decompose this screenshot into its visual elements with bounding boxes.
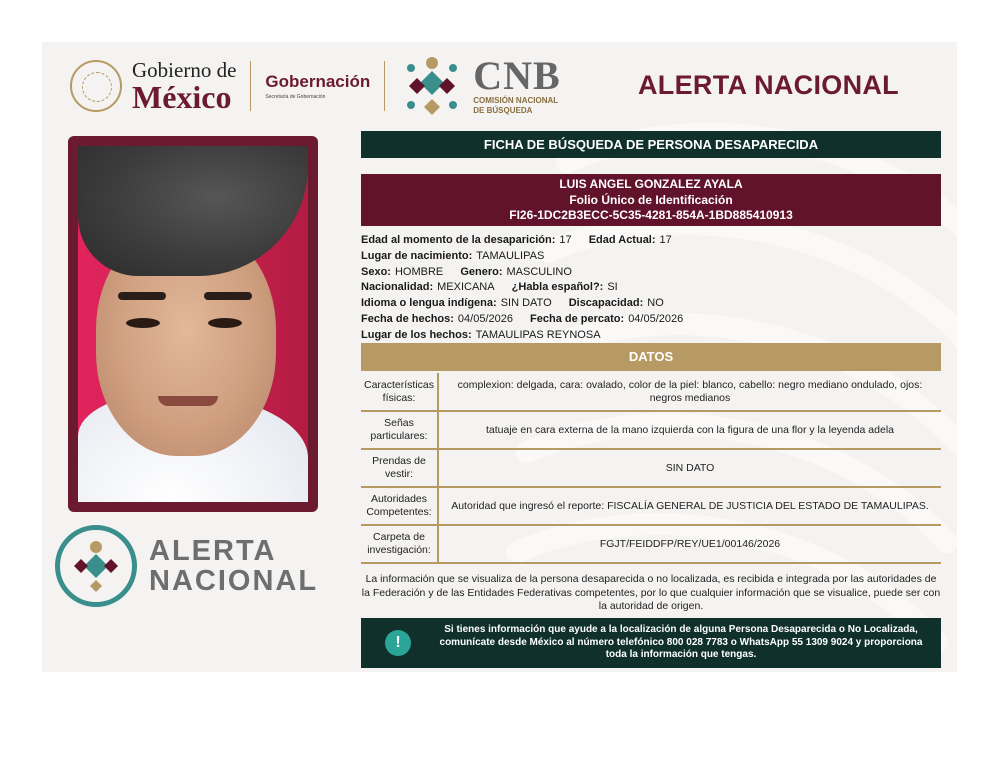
- fecha-percato-value: 04/05/2026: [628, 312, 684, 325]
- idioma-value: SIN DATO: [500, 297, 552, 310]
- nacionalidad-value: MEXICANA: [437, 281, 495, 294]
- datos-key-senas: Señas particulares:: [370, 417, 428, 442]
- cnb-sub2: DE BÚSQUEDA: [473, 106, 533, 115]
- info-row-edad: [361, 233, 941, 249]
- disclaimer-text: La información que se visualiza de la persona desaparecida o no localizada, es recibida e integrada por las autoridades de la Federación y de las Entidades Federativas competentes, por lo que cualquier información que se visualice, puede ser con la autoridad de origen.: [361, 573, 941, 612]
- photo-frame: [68, 136, 318, 512]
- photo-brow-right: [204, 292, 252, 300]
- idioma-label: Idioma o lengua indígena:: [361, 297, 497, 310]
- cnb-logo: [473, 53, 561, 115]
- gobernacion-label: Gobernación: [265, 72, 371, 91]
- alerta-nacional-title: ALERTA NACIONAL: [638, 70, 899, 100]
- nacionalidad-label: Nacionalidad:: [361, 281, 434, 294]
- lugar-hechos-value: TAMAULIPAS REYNOSA: [475, 328, 601, 341]
- datos-key-caracteristicas: Características físicas:: [363, 378, 435, 404]
- datos-value-prendas: SIN DATO: [665, 461, 715, 474]
- photo-cap: [78, 146, 308, 276]
- person-name: LUIS ANGEL GONZALEZ AYALA: [559, 177, 743, 191]
- genero-value: MASCULINO: [506, 265, 572, 278]
- info-row-lugar-hechos: [361, 328, 941, 344]
- alerta-emblem-shape: [60, 530, 132, 602]
- fecha-percato-label: Fecha de percato:: [530, 312, 625, 325]
- info-row-lugar-nac: [361, 249, 941, 265]
- info-row-idioma: [361, 296, 941, 312]
- person-info: [361, 233, 941, 344]
- discapacidad-value: NO: [647, 297, 664, 310]
- datos-value-autoridades: Autoridad que ingresó el reporte: FISCALÍA GENERAL DE JUSTICIA DEL ESTADO DE TAMAULIPAS.: [451, 499, 929, 512]
- espanol-value: SI: [607, 281, 618, 294]
- photo-eye-right: [208, 318, 242, 328]
- escudo-nacional-icon: [70, 60, 122, 112]
- gobernacion-sub: Secretaría de Gobernación: [265, 94, 326, 100]
- cnb-sub1: COMISIÓN NACIONAL: [473, 96, 559, 106]
- folio-label: Folio Único de Identificación: [569, 192, 733, 207]
- info-row-nacionalidad: [361, 280, 941, 296]
- person-name-block: [361, 174, 941, 226]
- table-row: [361, 525, 941, 563]
- edad-actual-label: Edad Actual:: [588, 234, 656, 246]
- datos-title: DATOS: [361, 343, 941, 371]
- datos-key-autoridades: Autoridades Competentes:: [366, 493, 432, 518]
- alerta-wordmark-line1: ALERTA: [149, 534, 277, 567]
- photo-eye-left: [126, 318, 160, 328]
- contact-message: Si tienes información que ayude a la localización de alguna Persona Desaparecida o No Localizada, comunícate desde México al número telefónico 800 028 7783 o WhatsApp 55 1309 9024 y proporciona toda la información que tengas.: [439, 624, 923, 661]
- lugar-nac-value: TAMAULIPAS: [476, 249, 545, 262]
- sexo-label: Sexo:: [361, 265, 391, 278]
- sexo-value: HOMBRE: [394, 265, 444, 278]
- datos-value-carpeta: FGJT/FEIDDFP/REY/UE1/00146/2026: [599, 537, 781, 550]
- espanol-label: ¿Habla español?:: [511, 281, 604, 294]
- lugar-nac-label: Lugar de nacimiento:: [361, 249, 473, 262]
- alerta-nacional-logo: [55, 525, 318, 607]
- genero-label: Genero:: [460, 265, 503, 278]
- alerta-emblem-icon: [55, 525, 137, 607]
- info-row-sexo: [361, 265, 941, 281]
- info-row-fechas: [361, 312, 941, 328]
- datos-table: [361, 373, 941, 564]
- ficha-title: FICHA DE BÚSQUEDA DE PERSONA DESAPARECIDA: [361, 131, 941, 158]
- datos-key-prendas: Prendas de vestir:: [372, 455, 426, 480]
- gobierno-de-mexico-logo: [132, 57, 237, 115]
- table-row: [361, 373, 941, 411]
- table-row: [361, 411, 941, 449]
- datos-key-carpeta: Carpeta de investigación:: [367, 531, 431, 556]
- fecha-hechos-label: Fecha de hechos:: [361, 312, 454, 325]
- person-photo: [78, 146, 308, 502]
- edad-desap-value: 17: [559, 234, 572, 246]
- datos-value-caracteristicas: complexion: delgada, cara: ovalado, color de la piel: blanco, cabello: negro mediano ondulado, ojos: negros medianos: [457, 378, 923, 404]
- fecha-hechos-value: 04/05/2026: [457, 312, 513, 325]
- gobierno-line2: México: [132, 78, 232, 115]
- photo-mouth: [158, 396, 218, 406]
- datos-value-senas: tatuaje en cara externa de la mano izquierda con la figura de una flor y la leyenda adela: [485, 423, 895, 436]
- photo-brow-left: [118, 292, 166, 300]
- header-divider: [250, 61, 251, 111]
- discapacidad-label: Discapacidad:: [568, 297, 644, 310]
- cnb-emblem-icon: [399, 53, 465, 119]
- header-divider-2: [384, 61, 385, 111]
- lugar-hechos-label: Lugar de los hechos:: [361, 328, 472, 341]
- header: [70, 53, 561, 115]
- cnb-title: CNB: [473, 53, 561, 99]
- table-row: [361, 449, 941, 487]
- alerta-wordmark-line2: NACIONAL: [149, 565, 319, 597]
- contact-banner: [361, 618, 941, 668]
- edad-actual-value: 17: [659, 234, 672, 246]
- gobernacion-logo: [265, 72, 370, 100]
- alerta-nacional-wordmark: [149, 536, 318, 597]
- gobierno-line1: Gobierno de: [132, 57, 237, 82]
- edad-desap-label: Edad al momento de la desaparición:: [361, 234, 556, 246]
- exclamation-icon: !: [385, 630, 411, 656]
- folio-value: FI26-1DC2B3ECC-5C35-4281-854A-1BD885410913: [509, 208, 793, 222]
- table-row: [361, 487, 941, 525]
